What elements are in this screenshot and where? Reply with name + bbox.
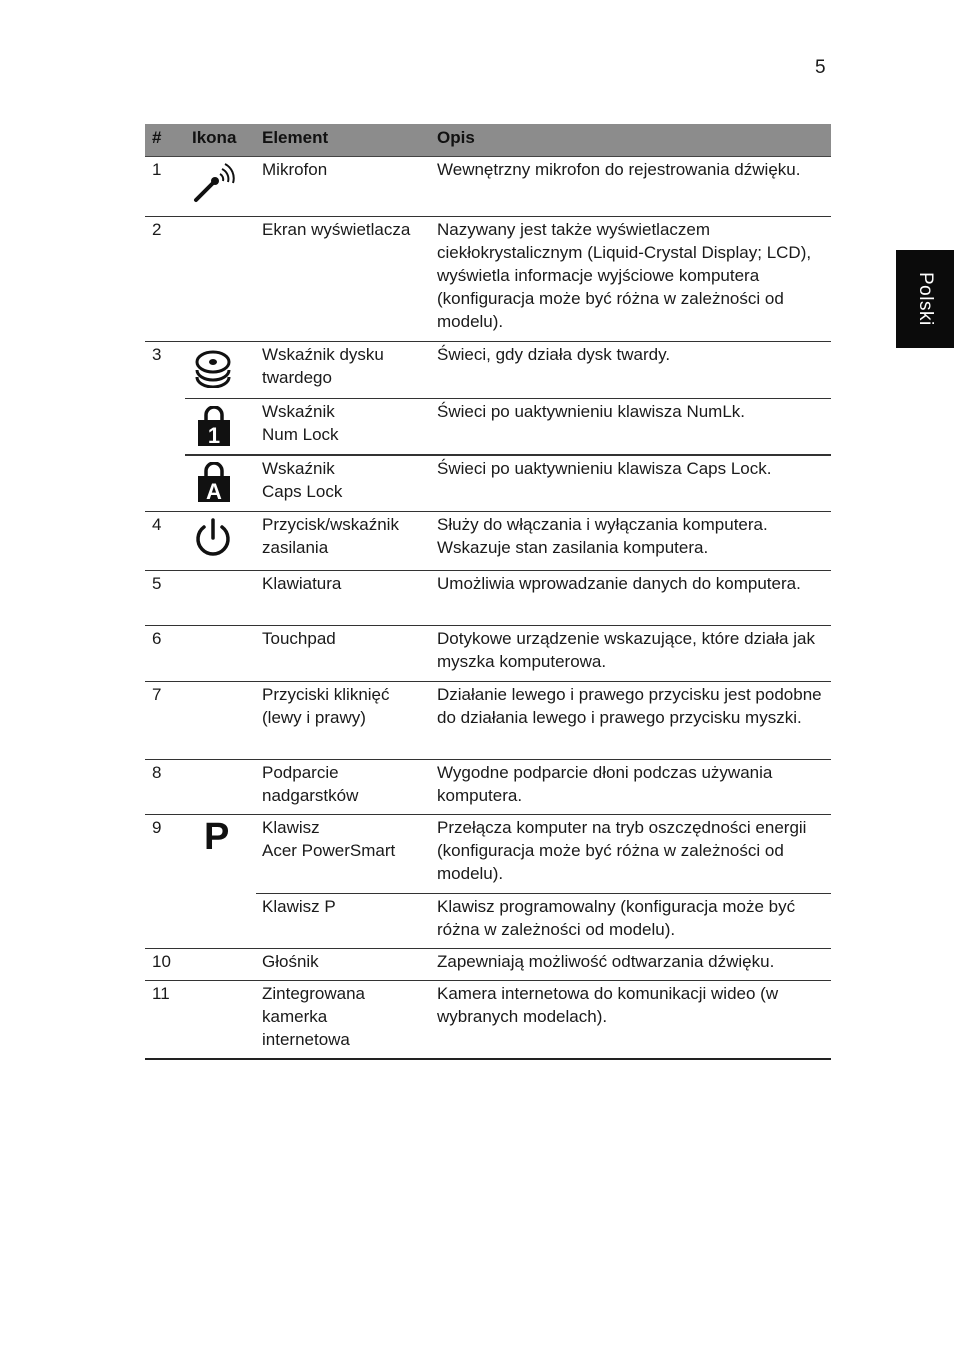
table-row	[145, 157, 831, 216]
row-number: 2	[152, 220, 162, 239]
table-row	[145, 981, 831, 1058]
row-description: Kamera internetowa do komunikacji wideo (w wybranych modelach).	[437, 984, 779, 1026]
components-table	[145, 124, 831, 1060]
table-row	[145, 626, 831, 681]
row-element: Klawiatura	[262, 574, 342, 593]
row-description: Dotykowe urządzenie wskazujące, które działa jak myszka komputerowa.	[437, 629, 815, 671]
header-element: Element	[262, 128, 329, 147]
table-row	[145, 894, 831, 948]
table-row	[145, 342, 831, 398]
row-element: Ekran wyświetlacza	[262, 220, 411, 239]
num-lock-icon	[197, 406, 231, 452]
row-description: Służy do włączania i wyłączania komputera. Wskazuje stan zasilania komputera.	[437, 515, 768, 557]
row-element: Przycisk/wskaźnik zasilania	[262, 515, 399, 557]
row-description: Świeci po uaktywnieniu klawisza NumLk.	[437, 402, 746, 421]
row-description: Zapewniają możliwość odtwarzania dźwięku.	[437, 952, 775, 971]
row-number: 10	[152, 952, 171, 971]
row-description: Świeci, gdy działa dysk twardy.	[437, 345, 671, 364]
row-element: Klawisz P	[262, 897, 336, 916]
row-number: 11	[152, 984, 170, 1003]
table-row	[145, 682, 831, 759]
row-description: Klawisz programowalny (konfiguracja może być różna w zależności od modelu).	[437, 897, 796, 939]
table-row	[145, 217, 831, 341]
table-row	[145, 949, 831, 980]
row-description: Wygodne podparcie dłoni podczas używania komputera.	[437, 763, 773, 805]
row-number: 6	[152, 629, 162, 648]
row-element: Wskaźnik Caps Lock	[262, 459, 343, 501]
row-element: Przyciski kliknięć (lewy i prawy)	[262, 685, 390, 727]
row-description: Świeci po uaktywnieniu klawisza Caps Lock.	[437, 459, 772, 478]
row-element: Klawisz Acer PowerSmart	[262, 818, 396, 860]
row-element: Podparcie nadgarstków	[262, 763, 359, 805]
powersmart-p-icon: P	[204, 816, 230, 858]
table-row	[145, 399, 831, 454]
svg-text:1: 1	[207, 423, 221, 446]
row-element: Wskaźnik dysku twardego	[262, 345, 384, 387]
table-row	[145, 815, 831, 893]
page-number: 5	[815, 57, 826, 78]
row-description: Wewnętrzny mikrofon do rejestrowania dźwięku.	[437, 160, 801, 179]
row-number: 3	[152, 345, 162, 364]
hdd-icon	[195, 350, 231, 394]
header-num: #	[152, 128, 162, 147]
row-description: Przełącza komputer na tryb oszczędności energii (konfiguracja może być różna w zależności od modelu).	[437, 818, 807, 883]
row-element: Mikrofon	[262, 160, 328, 179]
row-element: Wskaźnik Num Lock	[262, 402, 339, 444]
row-number: 5	[152, 574, 162, 593]
table-row	[145, 456, 831, 511]
row-number: 1	[152, 160, 162, 179]
row-description: Działanie lewego i prawego przycisku jest podobne do działania lewego i prawego przycisku myszki.	[437, 685, 822, 727]
header-icon: Ikona	[192, 128, 237, 147]
row-number: 8	[152, 763, 162, 782]
table-row	[145, 760, 831, 814]
power-icon	[193, 518, 233, 566]
table-row	[145, 571, 831, 625]
row-number: 9	[152, 818, 162, 837]
row-description: Umożliwia wprowadzanie danych do komputera.	[437, 574, 801, 593]
row-element: Głośnik	[262, 952, 319, 971]
table-header	[145, 124, 831, 157]
row-description: Nazywany jest także wyświetlaczem ciekłokrystalicznym (Liquid-Crystal Display; LCD), wyświetla informacje wyjściowe komputera (konfiguracja może być różna w zależności od modelu).	[437, 220, 812, 331]
svg-text:A: A	[206, 479, 222, 502]
caps-lock-icon	[197, 462, 231, 508]
header-description: Opis	[437, 128, 475, 147]
row-number: 7	[152, 685, 162, 704]
table-row	[145, 512, 831, 570]
microphone-icon	[193, 163, 235, 209]
language-tab: Polski	[896, 250, 954, 348]
row-element: Touchpad	[262, 629, 336, 648]
row-element: Zintegrowana kamerka internetowa	[262, 984, 366, 1049]
row-number: 4	[152, 515, 162, 534]
